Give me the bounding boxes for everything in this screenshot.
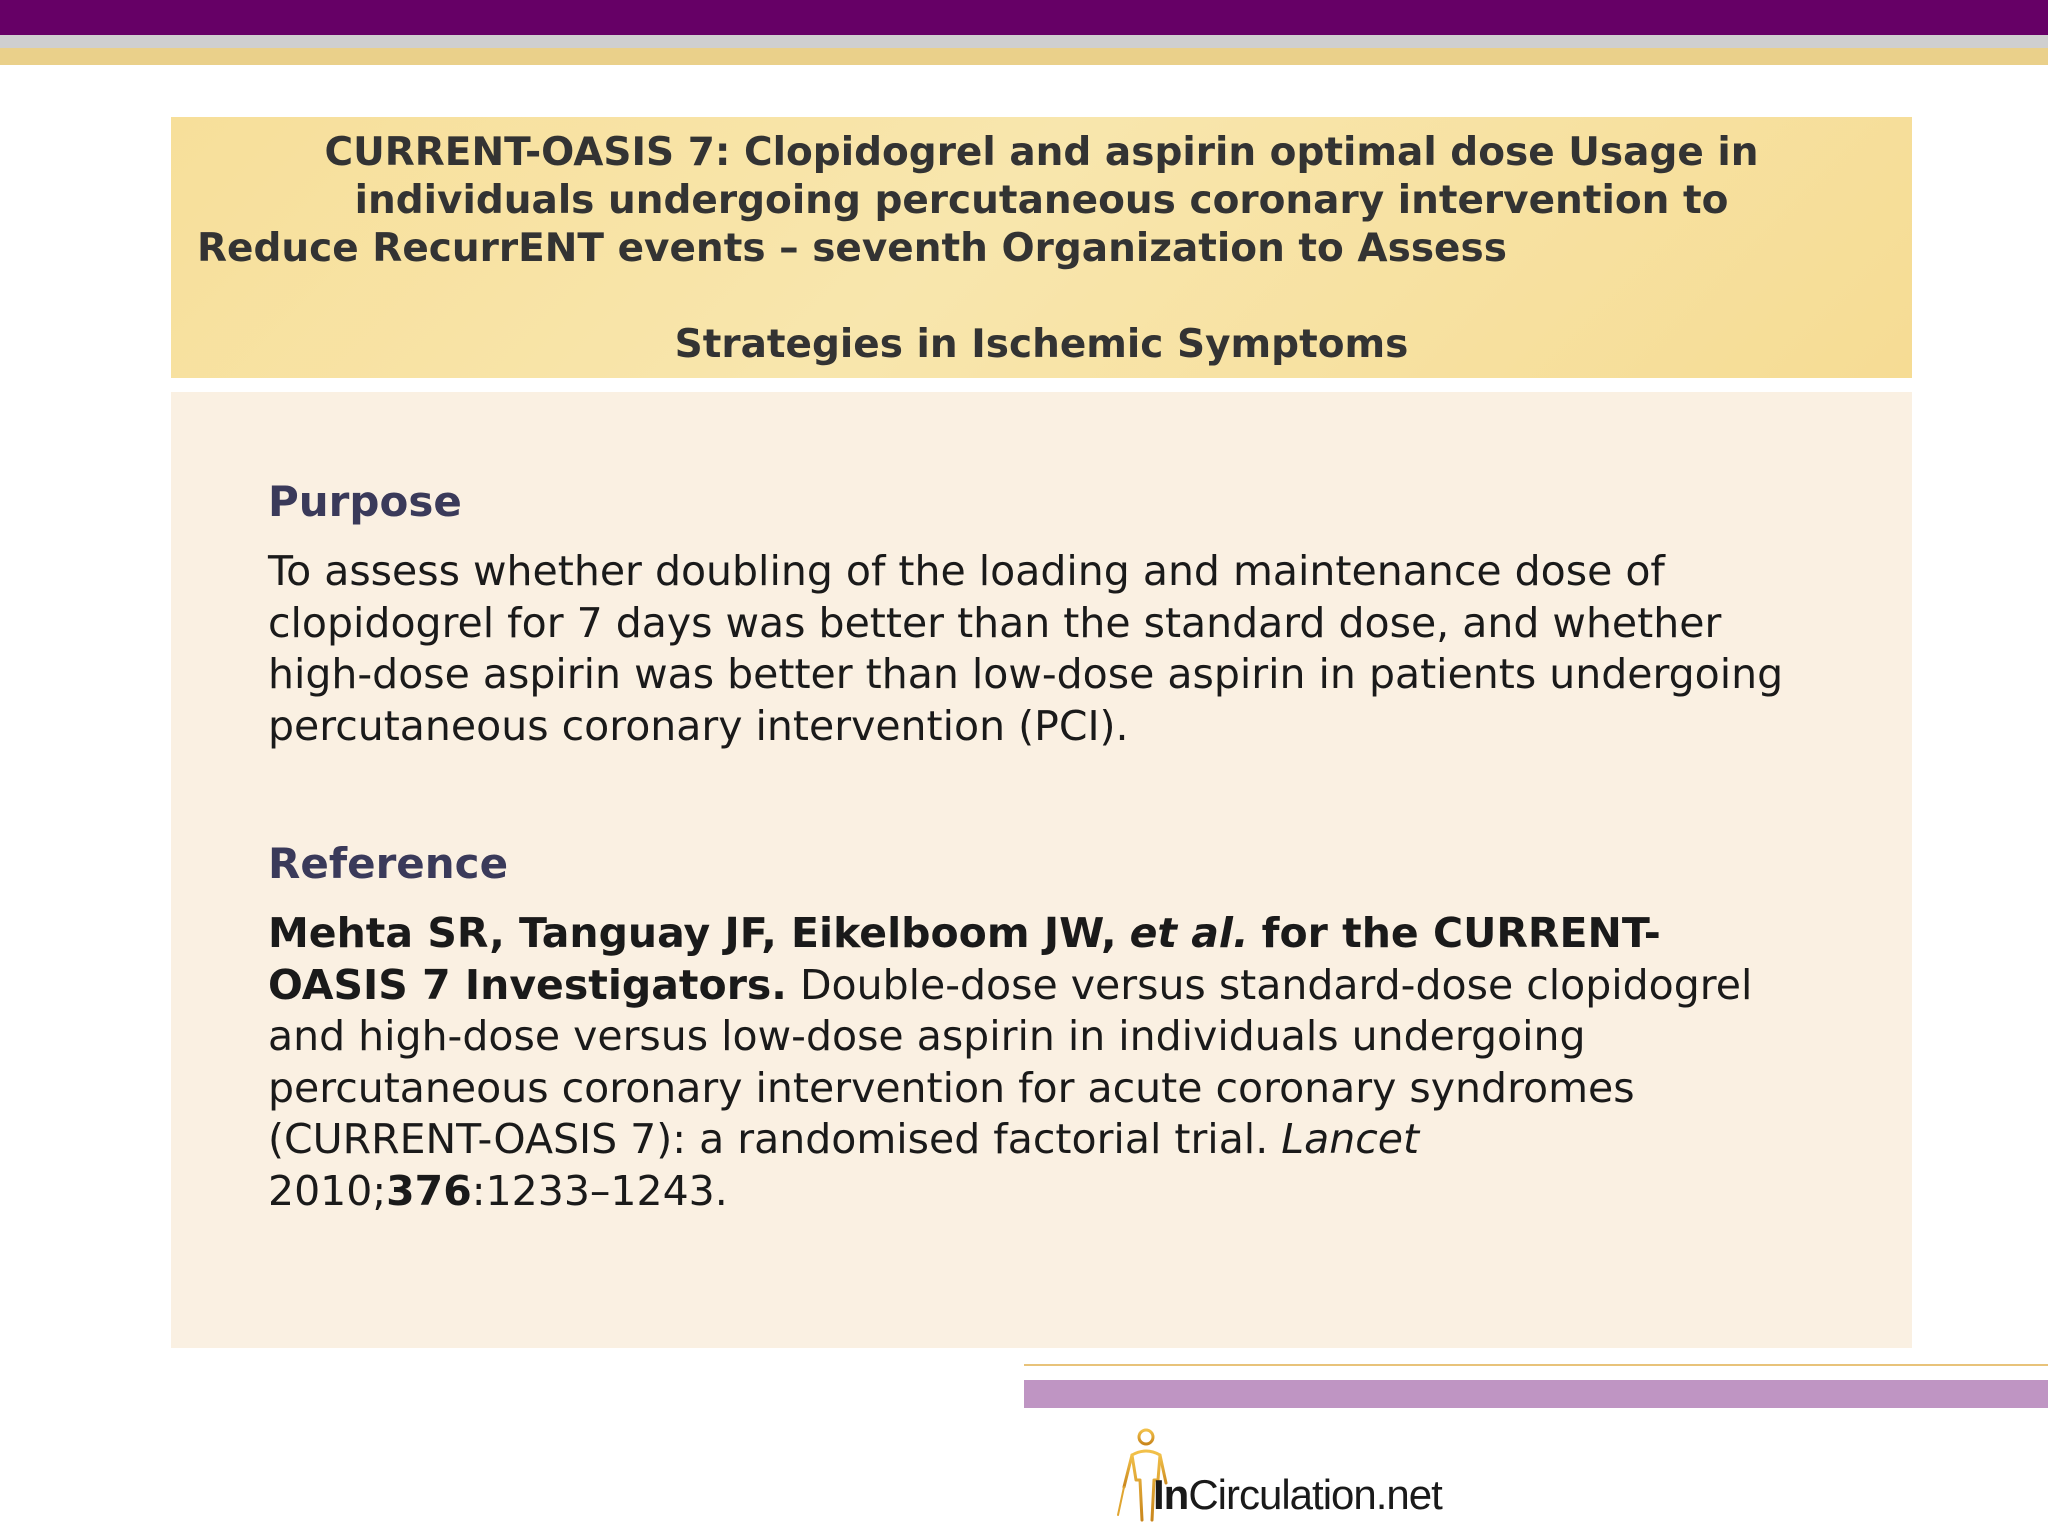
reference-heading: Reference — [268, 839, 509, 888]
reference-year: 2010; — [268, 1166, 387, 1215]
content-panel — [171, 392, 1912, 1348]
reference-text-4: (CURRENT-OASIS 7): a randomised factorial trial. — [268, 1115, 1269, 1163]
purpose-text — [268, 546, 1888, 752]
footer-gold-line — [1024, 1364, 2048, 1366]
logo-brand-rest: Circulation.net — [1188, 1471, 1442, 1518]
reference-line-5 — [268, 1114, 1888, 1166]
reference-authors: Mehta SR, Tanguay JF, Eikelboom JW, — [268, 909, 1117, 957]
reference-citation — [268, 908, 1888, 1217]
reference-text-2: and high-dose versus low-dose aspirin in individuals undergoing — [268, 1012, 1586, 1060]
reference-journal: Lancet — [1281, 1115, 1420, 1163]
reference-investigators-1: for the CURRENT- — [1261, 909, 1661, 957]
logo-wordmark — [1153, 1471, 1442, 1519]
slide-title-line-2: individuals undergoing percutaneous coronary intervention to — [354, 178, 1729, 223]
reference-volume: 376 — [386, 1166, 472, 1215]
reference-etal: et al. — [1129, 909, 1249, 957]
slide-title-line-4: Strategies in Ischemic Symptoms — [674, 322, 1409, 367]
reference-investigators-2: OASIS 7 Investigators. — [268, 960, 787, 1009]
incirculation-logo — [1110, 1425, 1450, 1525]
purpose-line: To assess whether doubling of the loading and maintenance dose of — [268, 547, 1665, 595]
top-grey-bar — [0, 35, 2048, 48]
purpose-heading: Purpose — [268, 477, 462, 526]
reference-text-1: Double-dose versus standard-dose clopidogrel — [799, 960, 1753, 1009]
slide-title-box — [171, 117, 1912, 378]
purpose-line: clopidogrel for 7 days was better than the standard dose, and whether — [268, 598, 1722, 647]
reference-line-6 — [268, 1166, 1888, 1218]
slide-title-line-3: Reduce RecurrENT events – seventh Organization to Assess — [197, 226, 1507, 271]
slide-title-line-1: CURRENT-OASIS 7: Clopidogrel and aspirin optimal dose Usage in — [324, 130, 1759, 175]
footer-purple-band — [1024, 1380, 2048, 1408]
top-gold-bar — [0, 48, 2048, 65]
reference-pages: :1233–1243. — [471, 1166, 728, 1215]
top-purple-bar — [0, 0, 2048, 35]
reference-text-3: percutaneous coronary intervention for acute coronary syndromes — [268, 1063, 1635, 1112]
purpose-line: percutaneous coronary intervention (PCI). — [268, 701, 1129, 750]
purpose-line: high-dose aspirin was better than low-dose aspirin in patients undergoing — [268, 650, 1784, 698]
reference-line-2 — [268, 960, 1888, 1012]
logo-brand-bold: In — [1153, 1471, 1189, 1518]
reference-line-1 — [268, 908, 1888, 960]
